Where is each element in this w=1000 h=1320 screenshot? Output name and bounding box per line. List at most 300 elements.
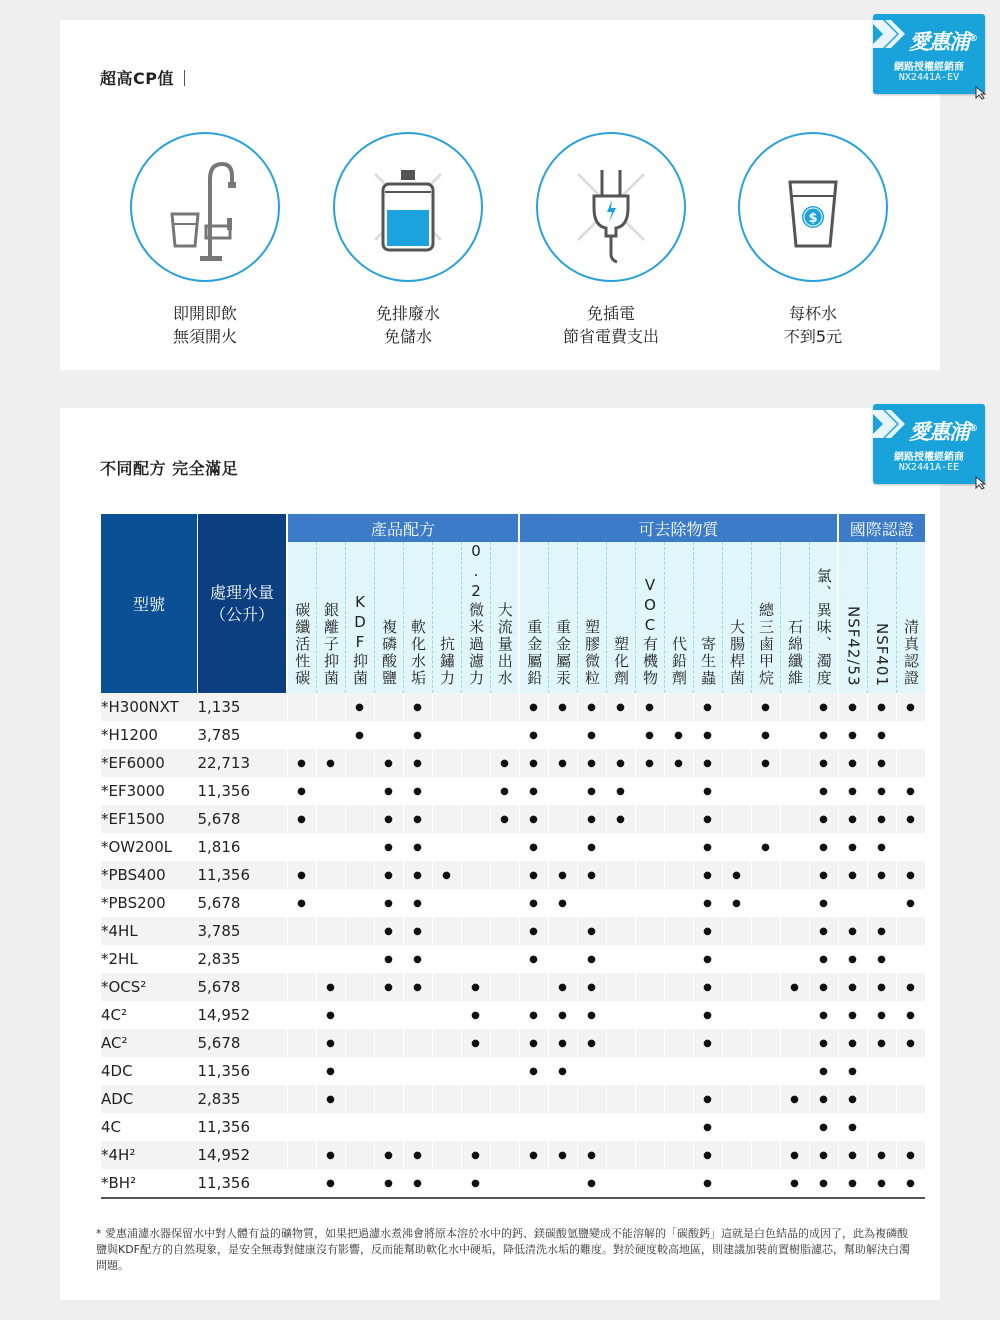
empty-cell [345, 1029, 374, 1057]
empty-cell [432, 1169, 461, 1198]
check-dot: ● [519, 917, 548, 945]
check-dot: ● [838, 1169, 867, 1198]
column-header-label: 清真認證 [902, 619, 920, 687]
table-row [101, 889, 925, 917]
check-dot: ● [519, 805, 548, 833]
svg-text:$: $ [808, 211, 818, 226]
check-dot: ● [519, 889, 548, 917]
empty-cell [751, 777, 780, 805]
check-dot: ● [838, 945, 867, 973]
check-dot: ● [838, 1029, 867, 1057]
check-dot: ● [780, 973, 809, 1001]
empty-cell [316, 693, 345, 721]
check-dot: ● [751, 833, 780, 861]
check-dot: ● [316, 1169, 345, 1198]
empty-cell [374, 1029, 403, 1057]
empty-cell [867, 1085, 896, 1113]
cursor-icon [975, 476, 987, 490]
empty-cell [374, 721, 403, 749]
empty-cell [664, 1029, 693, 1057]
empty-cell [490, 917, 519, 945]
column-header-label: 銀離子抑菌 [322, 602, 340, 687]
check-dot: ● [403, 1169, 432, 1198]
empty-cell [316, 1113, 345, 1141]
feature-caption-line1: 即開即飲 [172, 304, 237, 323]
check-dot: ● [577, 833, 606, 861]
feature-no-waste-water [333, 132, 483, 348]
empty-cell [635, 1085, 664, 1113]
capacity-header: 處理水量（公升） [198, 514, 288, 693]
empty-cell [635, 917, 664, 945]
check-dot: ● [548, 1001, 577, 1029]
empty-cell [606, 1029, 635, 1057]
empty-cell [722, 973, 751, 1001]
check-dot: ● [548, 889, 577, 917]
empty-cell [490, 1141, 519, 1169]
empty-cell [287, 1001, 316, 1029]
empty-cell [374, 1113, 403, 1141]
empty-cell [548, 945, 577, 973]
empty-cell [519, 973, 548, 1001]
empty-cell [432, 721, 461, 749]
check-dot: ● [548, 1029, 577, 1057]
empty-cell [577, 889, 606, 917]
empty-cell [780, 777, 809, 805]
empty-cell [490, 1029, 519, 1057]
check-dot: ● [809, 973, 838, 1001]
check-dot: ● [809, 1141, 838, 1169]
check-dot: ● [838, 749, 867, 777]
check-dot: ● [374, 749, 403, 777]
check-dot: ● [809, 1001, 838, 1029]
faucet-glass-icon [130, 132, 280, 282]
check-dot: ● [635, 693, 664, 721]
check-dot: ● [577, 861, 606, 889]
column-header [693, 542, 722, 693]
empty-cell [287, 917, 316, 945]
table-row [101, 1169, 925, 1198]
empty-cell [664, 833, 693, 861]
empty-cell [664, 1169, 693, 1198]
capacity-cell: 11,356 [197, 782, 250, 800]
check-dot: ● [751, 721, 780, 749]
check-dot: ● [287, 749, 316, 777]
check-dot: ● [519, 1029, 548, 1057]
capacity-cell: 1,816 [197, 838, 241, 856]
feature-caption-line1: 免插電 [586, 304, 635, 323]
model-cell: 4C² [101, 1006, 128, 1024]
empty-cell [403, 1085, 432, 1113]
capacity-cell: 11,356 [197, 1118, 250, 1136]
check-dot: ● [519, 693, 548, 721]
check-dot: ● [809, 945, 838, 973]
empty-cell [722, 749, 751, 777]
empty-cell [635, 973, 664, 1001]
empty-cell [722, 693, 751, 721]
check-dot: ● [577, 1141, 606, 1169]
empty-cell [577, 1085, 606, 1113]
empty-cell [751, 1085, 780, 1113]
empty-cell [780, 1057, 809, 1085]
check-dot: ● [374, 917, 403, 945]
model-cell: 4C [101, 1118, 122, 1136]
column-header-label: 塑膠微粒 [583, 619, 601, 687]
empty-cell [316, 721, 345, 749]
check-dot: ● [374, 889, 403, 917]
check-dot: ● [896, 1169, 925, 1198]
check-dot: ● [809, 1029, 838, 1057]
empty-cell [316, 945, 345, 973]
check-dot: ● [867, 1001, 896, 1029]
empty-cell [490, 1057, 519, 1085]
water-jug-crossed-icon [333, 132, 483, 282]
check-dot: ● [374, 833, 403, 861]
check-dot: ● [403, 833, 432, 861]
empty-cell [490, 1085, 519, 1113]
check-dot: ● [635, 749, 664, 777]
table-row [101, 833, 925, 861]
check-dot: ● [519, 749, 548, 777]
empty-cell [606, 973, 635, 1001]
empty-cell [461, 889, 490, 917]
model-cell: *EF1500 [101, 805, 198, 833]
check-dot: ● [577, 777, 606, 805]
check-dot: ● [809, 1085, 838, 1113]
model-cell: *OCS² [101, 973, 198, 1001]
empty-cell [490, 1001, 519, 1029]
capacity-cell: 2,835 [198, 1085, 288, 1113]
table-row [101, 693, 925, 721]
empty-cell [635, 1001, 664, 1029]
check-dot: ● [432, 861, 461, 889]
model-cell: *4HL [101, 917, 198, 945]
check-dot: ● [693, 777, 722, 805]
authorized-dealer-badge[interactable] [873, 14, 985, 94]
check-dot: ● [548, 1141, 577, 1169]
empty-cell [664, 945, 693, 973]
check-dot: ● [838, 1001, 867, 1029]
section-title: 超高CP值 [100, 66, 185, 89]
empty-cell [896, 833, 925, 861]
empty-cell [606, 1141, 635, 1169]
check-dot: ● [693, 1029, 722, 1057]
empty-cell [635, 889, 664, 917]
empty-cell [287, 1113, 316, 1141]
check-dot: ● [577, 1029, 606, 1057]
check-dot: ● [693, 1141, 722, 1169]
empty-cell [606, 1113, 635, 1141]
empty-cell [345, 805, 374, 833]
check-dot: ● [316, 1001, 345, 1029]
empty-cell [722, 833, 751, 861]
capacity-cell: 1,135 [198, 693, 288, 721]
empty-cell [490, 1113, 519, 1141]
check-dot: ● [287, 889, 316, 917]
column-header [664, 542, 693, 693]
check-dot: ● [867, 777, 896, 805]
empty-cell [287, 833, 316, 861]
empty-cell [751, 1113, 780, 1141]
spec-table-body [101, 693, 925, 1198]
table-row [101, 861, 925, 889]
empty-cell [664, 1113, 693, 1141]
empty-cell [751, 1169, 780, 1198]
model-header: 型號 [101, 514, 198, 693]
empty-cell [780, 889, 809, 917]
empty-cell [287, 945, 316, 973]
empty-cell [635, 1029, 664, 1057]
check-dot: ● [606, 805, 635, 833]
check-dot: ● [838, 1085, 867, 1113]
empty-cell [374, 1057, 403, 1085]
group-formula-header: 產品配方 [287, 514, 519, 542]
empty-cell [287, 1029, 316, 1057]
column-header-label: 抗鏽力 [438, 636, 456, 687]
check-dot: ● [693, 973, 722, 1001]
check-dot: ● [809, 1113, 838, 1141]
check-dot: ● [867, 1169, 896, 1198]
check-dot: ● [577, 1001, 606, 1029]
check-dot: ● [838, 1113, 867, 1141]
empty-cell [751, 861, 780, 889]
empty-cell [490, 861, 519, 889]
column-header [548, 542, 577, 693]
empty-cell [548, 777, 577, 805]
empty-cell [316, 889, 345, 917]
empty-cell [432, 749, 461, 777]
check-dot: ● [809, 917, 838, 945]
empty-cell [548, 805, 577, 833]
check-dot: ● [693, 889, 722, 917]
empty-cell [577, 1113, 606, 1141]
column-header-label: 寄生蟲 [699, 636, 717, 687]
empty-cell [287, 721, 316, 749]
check-dot: ● [751, 749, 780, 777]
empty-cell [287, 693, 316, 721]
check-dot: ● [664, 721, 693, 749]
check-dot: ● [896, 693, 925, 721]
check-dot: ● [287, 861, 316, 889]
empty-cell [751, 1029, 780, 1057]
check-dot: ● [809, 833, 838, 861]
check-dot: ● [490, 777, 519, 805]
column-header [461, 542, 490, 693]
check-dot: ● [722, 889, 751, 917]
check-dot: ● [693, 917, 722, 945]
empty-cell [316, 833, 345, 861]
empty-cell [461, 917, 490, 945]
model-cell: *EF6000 [101, 749, 198, 777]
column-header [287, 542, 316, 693]
empty-cell [316, 861, 345, 889]
check-dot: ● [374, 945, 403, 973]
empty-cell [490, 721, 519, 749]
empty-cell [461, 861, 490, 889]
column-header-label: VOC有機物 [641, 576, 659, 687]
empty-cell [780, 861, 809, 889]
empty-cell [780, 945, 809, 973]
check-dot: ● [519, 945, 548, 973]
empty-cell [548, 833, 577, 861]
empty-cell [345, 777, 374, 805]
empty-cell [780, 917, 809, 945]
empty-cell [490, 945, 519, 973]
empty-cell [896, 1085, 925, 1113]
feature-no-electricity [536, 132, 686, 348]
check-dot: ● [896, 805, 925, 833]
check-dot: ● [403, 917, 432, 945]
column-header-label: NSF401 [873, 622, 891, 687]
check-dot: ● [316, 749, 345, 777]
empty-cell [896, 1057, 925, 1085]
capacity-cell: 5,678 [198, 805, 288, 833]
check-dot: ● [867, 1029, 896, 1057]
check-dot: ● [490, 805, 519, 833]
check-dot: ● [809, 721, 838, 749]
check-dot: ● [838, 1057, 867, 1085]
empty-cell [606, 1057, 635, 1085]
column-header-label: 軟化水垢 [409, 619, 427, 687]
empty-cell [345, 1169, 374, 1198]
check-dot: ● [577, 917, 606, 945]
empty-cell [722, 1113, 751, 1141]
model-cell: *H300NXT [101, 693, 198, 721]
check-dot: ● [606, 749, 635, 777]
empty-cell [432, 917, 461, 945]
check-dot: ● [693, 805, 722, 833]
check-dot: ● [896, 973, 925, 1001]
check-dot: ● [809, 889, 838, 917]
empty-cell [780, 1029, 809, 1057]
empty-cell [548, 917, 577, 945]
empty-cell [751, 945, 780, 973]
check-dot: ● [838, 861, 867, 889]
check-dot: ● [867, 833, 896, 861]
empty-cell [461, 749, 490, 777]
table-row [101, 1001, 925, 1029]
badge-code: NX2441A-EE [898, 462, 960, 473]
check-dot: ● [693, 1113, 722, 1141]
authorized-dealer-badge[interactable] [873, 404, 985, 484]
empty-cell [316, 777, 345, 805]
check-dot: ● [838, 777, 867, 805]
empty-cell [345, 917, 374, 945]
check-dot: ● [809, 777, 838, 805]
check-dot: ● [577, 693, 606, 721]
column-header [606, 542, 635, 693]
check-dot: ● [316, 973, 345, 1001]
column-header-label: 氯、異味、濁度 [814, 568, 833, 687]
column-header-label: 複磷酸鹽 [380, 619, 398, 687]
empty-cell [374, 1001, 403, 1029]
capacity-cell: 3,785 [197, 726, 241, 744]
feature-caption-line2: 節省電費支出 [562, 327, 659, 346]
check-dot: ● [635, 721, 664, 749]
empty-cell [722, 945, 751, 973]
table-row [101, 945, 925, 973]
check-dot: ● [374, 1141, 403, 1169]
check-dot: ● [896, 861, 925, 889]
empty-cell [461, 693, 490, 721]
check-dot: ● [461, 973, 490, 1001]
column-header [896, 542, 925, 693]
empty-cell [751, 889, 780, 917]
column-header [722, 542, 751, 693]
check-dot: ● [577, 721, 606, 749]
empty-cell [896, 721, 925, 749]
badge-dealer-text: 網路授權經銷商 [894, 452, 964, 463]
check-dot: ● [693, 1001, 722, 1029]
empty-cell [432, 1113, 461, 1141]
feature-caption-line1: 每杯水 [788, 304, 837, 323]
column-header-label: NSF42/53 [844, 606, 863, 687]
empty-cell [316, 805, 345, 833]
empty-cell [345, 749, 374, 777]
footnote: * 愛惠浦濾水器保留水中對人體有益的礦物質，如果把過濾水煮沸會將原本溶於水中的鈣、鎂碳酸氫鹽變成不能溶解的「碳酸鈣」這就是白色結晶的成因了，此為複磷酸鹽與KDF配方的自然現象，是安全無毒對健康沒有影響，反而能幫助軟化水中硬垢，降低清洗水垢的難度。對於硬度較高地區，則建議加裝前置樹脂濾芯，幫助解決白濁問題。 [96, 1227, 911, 1272]
check-dot: ● [867, 945, 896, 973]
empty-cell [896, 1113, 925, 1141]
empty-cell [345, 1001, 374, 1029]
capacity-cell: 11,356 [198, 1169, 288, 1198]
table-row [101, 1085, 925, 1113]
empty-cell [780, 1001, 809, 1029]
empty-cell [345, 973, 374, 1001]
column-header-label: 代鉛劑 [670, 636, 688, 687]
empty-cell [606, 889, 635, 917]
section-title: 不同配方 完全滿足 [100, 459, 239, 478]
empty-cell [432, 805, 461, 833]
empty-cell [722, 1085, 751, 1113]
model-cell: *PBS200 [101, 894, 166, 912]
empty-cell [345, 1113, 374, 1141]
table-row [101, 973, 925, 1001]
empty-cell [461, 833, 490, 861]
table-row [101, 805, 925, 833]
check-dot: ● [548, 861, 577, 889]
check-dot: ● [403, 721, 432, 749]
empty-cell [635, 1169, 664, 1198]
empty-cell [722, 721, 751, 749]
column-header-label: 碳纖活性碳 [293, 602, 312, 687]
column-header [490, 542, 519, 693]
empty-cell [461, 805, 490, 833]
empty-cell [461, 1085, 490, 1113]
empty-cell [316, 917, 345, 945]
table-row [101, 1029, 925, 1057]
empty-cell [896, 945, 925, 973]
check-dot: ● [780, 1141, 809, 1169]
empty-cell [751, 1057, 780, 1085]
check-dot: ● [403, 749, 432, 777]
check-dot: ● [519, 777, 548, 805]
empty-cell [432, 889, 461, 917]
empty-cell [287, 1085, 316, 1113]
empty-cell [287, 973, 316, 1001]
check-dot: ● [751, 693, 780, 721]
empty-cell [751, 917, 780, 945]
column-header [809, 542, 838, 693]
check-dot: ● [316, 1057, 345, 1085]
table-row [101, 749, 925, 777]
check-dot: ● [519, 861, 548, 889]
check-dot: ● [867, 1141, 896, 1169]
check-dot: ● [867, 805, 896, 833]
empty-cell [664, 973, 693, 1001]
check-dot: ● [867, 693, 896, 721]
empty-cell [635, 1057, 664, 1085]
empty-cell [287, 1057, 316, 1085]
empty-cell [664, 1057, 693, 1085]
